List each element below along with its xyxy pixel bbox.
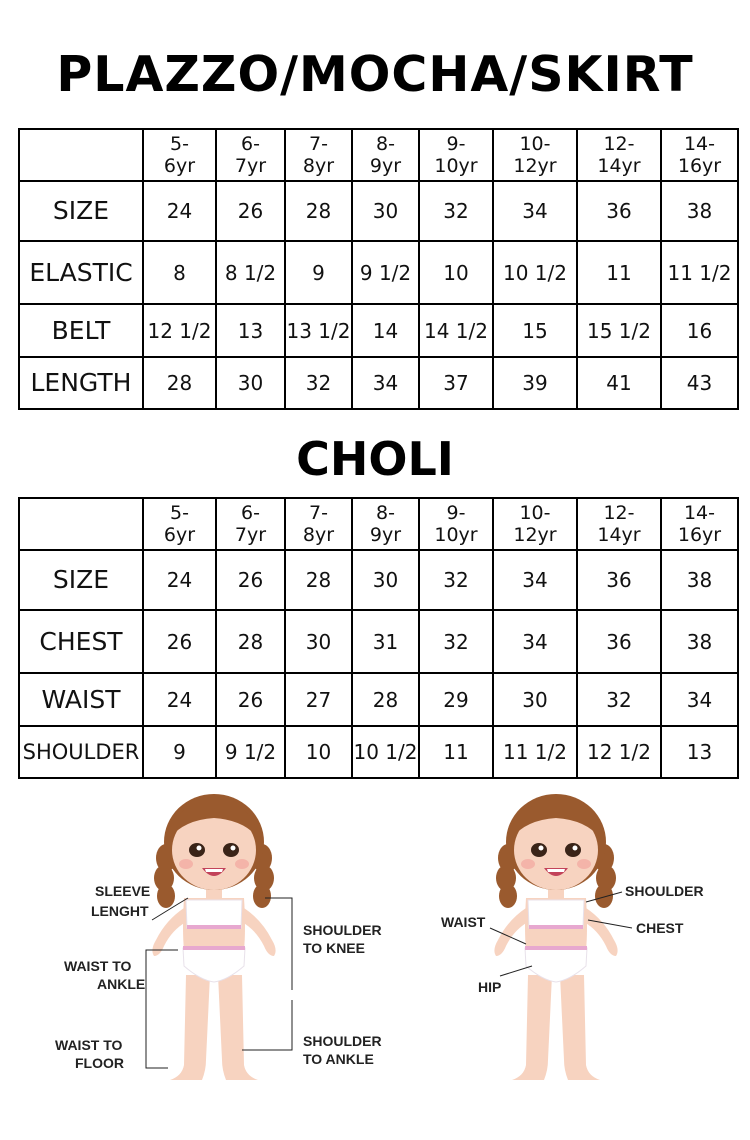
table-cell: 30 xyxy=(352,181,419,241)
table-row xyxy=(19,673,738,726)
chest-label: CHEST xyxy=(636,920,684,936)
table-cell: 11 xyxy=(577,241,661,304)
table-row xyxy=(19,241,738,304)
row-label: SIZE xyxy=(19,550,143,610)
measurement-illustrations xyxy=(0,780,750,1140)
header-cell: 8- 9yr xyxy=(352,129,419,181)
table-cell: 10 1/2 xyxy=(352,726,419,778)
table-header-row xyxy=(19,498,738,550)
table-cell: 12 1/2 xyxy=(577,726,661,778)
table-cell: 26 xyxy=(216,550,285,610)
table-cell: 29 xyxy=(419,673,493,726)
table-cell: 31 xyxy=(352,610,419,673)
table-cell: 38 xyxy=(661,181,738,241)
header-corner-cell xyxy=(19,498,143,550)
table-cell: 36 xyxy=(577,181,661,241)
table-cell: 26 xyxy=(143,610,216,673)
table-cell: 32 xyxy=(419,610,493,673)
shoulder-to-knee-label: SHOULDER xyxy=(303,922,382,938)
table-cell: 28 xyxy=(216,610,285,673)
table-row xyxy=(19,181,738,241)
choli-size-table xyxy=(18,497,739,779)
table-row xyxy=(19,357,738,409)
table-cell: 37 xyxy=(419,357,493,409)
table-cell: 32 xyxy=(577,673,661,726)
waist-to-ankle-label: WAIST TO xyxy=(64,958,132,974)
table-cell: 34 xyxy=(493,181,577,241)
table-cell: 36 xyxy=(577,610,661,673)
header-cell: 8- 9yr xyxy=(352,498,419,550)
table-cell: 12 1/2 xyxy=(143,304,216,357)
table-cell: 34 xyxy=(352,357,419,409)
table-row xyxy=(19,726,738,778)
table-cell: 11 xyxy=(419,726,493,778)
table-cell: 13 xyxy=(661,726,738,778)
table-cell: 11 1/2 xyxy=(493,726,577,778)
table-cell: 24 xyxy=(143,673,216,726)
plazzo-size-table xyxy=(18,128,739,410)
table-cell: 32 xyxy=(419,181,493,241)
table-cell: 9 xyxy=(143,726,216,778)
table-cell: 8 xyxy=(143,241,216,304)
header-cell: 6- 7yr xyxy=(216,129,285,181)
table-cell: 30 xyxy=(285,610,352,673)
table-row xyxy=(19,304,738,357)
right-girl-figure xyxy=(494,794,617,1080)
header-cell: 7- 8yr xyxy=(285,129,352,181)
table-cell: 32 xyxy=(285,357,352,409)
table-cell: 41 xyxy=(577,357,661,409)
choli-title: CHOLI xyxy=(296,432,454,486)
row-label: SHOULDER xyxy=(19,726,143,778)
header-cell: 7- 8yr xyxy=(285,498,352,550)
waist-to-ankle-label: ANKLE xyxy=(97,976,146,992)
waist-to-floor-label: WAIST TO xyxy=(55,1037,123,1053)
table-cell: 9 xyxy=(285,241,352,304)
header-cell: 12- 14yr xyxy=(577,129,661,181)
left-girl-figure xyxy=(152,794,275,1080)
header-cell: 14- 16yr xyxy=(661,129,738,181)
table-cell: 28 xyxy=(285,550,352,610)
table-cell: 8 1/2 xyxy=(216,241,285,304)
table-cell: 24 xyxy=(143,181,216,241)
header-cell: 10- 12yr xyxy=(493,498,577,550)
table-cell: 43 xyxy=(661,357,738,409)
table-cell: 10 xyxy=(419,241,493,304)
table-cell: 34 xyxy=(493,550,577,610)
table-cell: 10 xyxy=(285,726,352,778)
table-cell: 38 xyxy=(661,610,738,673)
row-label: WAIST xyxy=(19,673,143,726)
table-cell: 24 xyxy=(143,550,216,610)
table-cell: 15 xyxy=(493,304,577,357)
header-cell: 9- 10yr xyxy=(419,498,493,550)
plazzo-title: PLAZZO/MOCHA/SKIRT xyxy=(56,46,694,103)
table-cell: 34 xyxy=(661,673,738,726)
table-cell: 15 1/2 xyxy=(577,304,661,357)
header-cell: 14- 16yr xyxy=(661,498,738,550)
table-cell: 28 xyxy=(352,673,419,726)
table-cell: 32 xyxy=(419,550,493,610)
table-cell: 9 1/2 xyxy=(216,726,285,778)
row-label: SIZE xyxy=(19,181,143,241)
header-cell: 10- 12yr xyxy=(493,129,577,181)
row-label: ELASTIC xyxy=(19,241,143,304)
sleeve-length-label: SLEEVE xyxy=(95,883,151,899)
table-cell: 13 1/2 xyxy=(285,304,352,357)
sleeve-length-label: LENGHT xyxy=(91,903,149,919)
table-cell: 9 1/2 xyxy=(352,241,419,304)
waist-label: WAIST xyxy=(441,914,486,930)
table-row xyxy=(19,550,738,610)
table-cell: 14 xyxy=(352,304,419,357)
table-cell: 26 xyxy=(216,181,285,241)
row-label: BELT xyxy=(19,304,143,357)
header-cell: 9- 10yr xyxy=(419,129,493,181)
table-cell: 34 xyxy=(493,610,577,673)
table-cell: 36 xyxy=(577,550,661,610)
header-cell: 12- 14yr xyxy=(577,498,661,550)
table-cell: 30 xyxy=(493,673,577,726)
header-corner-cell xyxy=(19,129,143,181)
table-cell: 28 xyxy=(285,181,352,241)
waist-to-floor-label: FLOOR xyxy=(75,1055,124,1071)
row-label: LENGTH xyxy=(19,357,143,409)
table-cell: 10 1/2 xyxy=(493,241,577,304)
table-cell: 13 xyxy=(216,304,285,357)
header-cell: 6- 7yr xyxy=(216,498,285,550)
row-label: CHEST xyxy=(19,610,143,673)
shoulder-to-ankle-label: TO ANKLE xyxy=(303,1051,374,1067)
table-cell: 11 1/2 xyxy=(661,241,738,304)
header-cell: 5- 6yr xyxy=(143,129,216,181)
table-header-row xyxy=(19,129,738,181)
table-cell: 30 xyxy=(216,357,285,409)
shoulder-label: SHOULDER xyxy=(625,883,704,899)
table-cell: 39 xyxy=(493,357,577,409)
table-row xyxy=(19,610,738,673)
table-cell: 27 xyxy=(285,673,352,726)
shoulder-to-knee-label: TO KNEE xyxy=(303,940,365,956)
table-cell: 38 xyxy=(661,550,738,610)
table-cell: 28 xyxy=(143,357,216,409)
header-cell: 5- 6yr xyxy=(143,498,216,550)
table-cell: 30 xyxy=(352,550,419,610)
table-cell: 26 xyxy=(216,673,285,726)
hip-label: HIP xyxy=(478,979,502,995)
shoulder-to-ankle-label: SHOULDER xyxy=(303,1033,382,1049)
table-cell: 14 1/2 xyxy=(419,304,493,357)
table-cell: 16 xyxy=(661,304,738,357)
